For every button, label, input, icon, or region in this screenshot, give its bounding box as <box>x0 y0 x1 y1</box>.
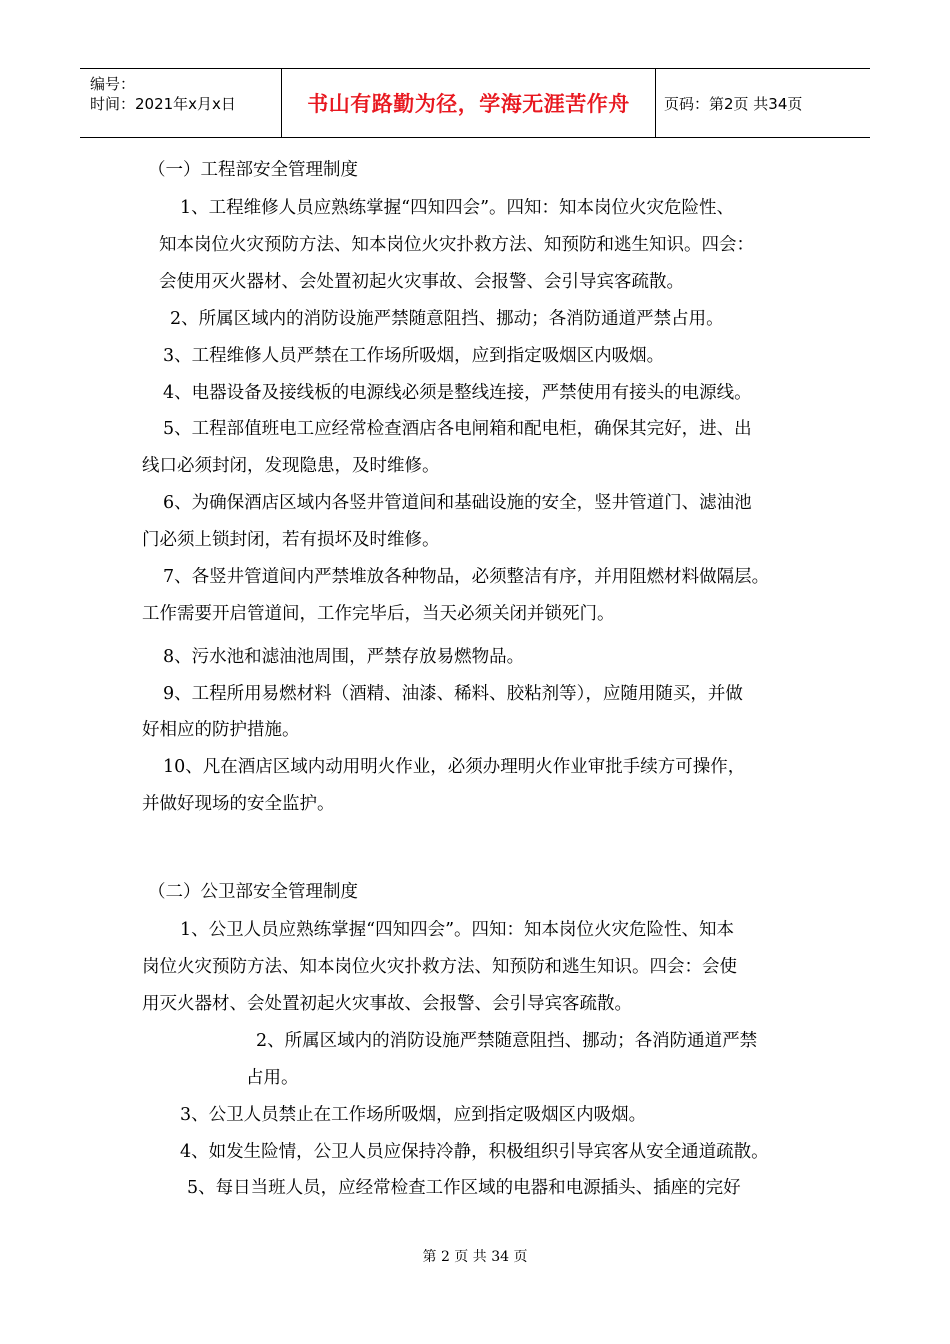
page-header <box>80 68 870 138</box>
motto-text: 书山有路勤为径，学海无涯苦作舟 <box>307 92 630 116</box>
page-footer: 第 2 页 共 34 页 <box>422 1249 528 1265</box>
number-label: 编号： <box>90 75 136 93</box>
section-1-title: （一）工程部安全管理制度 <box>148 160 358 180</box>
s2-p1-line2: 岗位火灾预防方法、知本岗位火灾扑救方法、知预防和逃生知识。四会：会使 <box>142 957 737 977</box>
s1-p9-line1: 9、工程所用易燃材料（酒精、油漆、稀料、胶粘剂等），应随用随买，并做 <box>163 684 743 704</box>
s1-p10-line1: 10、凡在酒店区域内动用明火作业，必须办理明火作业审批手续方可操作， <box>163 757 746 777</box>
s1-p6-line1: 6、为确保酒店区域内各竖井管道间和基础设施的安全，竖井管道门、滤油池 <box>163 493 752 513</box>
s1-p1-line1: 1、工程维修人员应熟练掌握“四知四会”。四知：知本岗位火灾危险性、 <box>180 198 735 218</box>
s1-p7-line2: 工作需要开启管道间，工作完毕后，当天必须关闭并锁死门。 <box>142 604 615 624</box>
s2-p3: 3、公卫人员禁止在工作场所吸烟，应到指定吸烟区内吸烟。 <box>180 1105 647 1125</box>
s1-p8: 8、污水池和滤油池周围，严禁存放易燃物品。 <box>163 647 525 667</box>
date-label: 时间：2021年x月x日 <box>90 95 236 113</box>
s1-p1-line3: 会使用灭火器材、会处置初起火灾事故、会报警、会引导宾客疏散。 <box>159 272 684 292</box>
s1-p5-line2: 线口必须封闭，发现隐患，及时维修。 <box>142 456 440 476</box>
s1-p10-line2: 并做好现场的安全监护。 <box>142 794 335 814</box>
header-page-info <box>656 69 870 137</box>
s2-p1-line1: 1、公卫人员应熟练掌握“四知四会”。四知：知本岗位火灾危险性、知本 <box>180 920 735 940</box>
s2-p4: 4、如发生险情，公卫人员应保持冷静，积极组织引导宾客从安全通道疏散。 <box>180 1142 769 1162</box>
s1-p2: 2、所属区域内的消防设施严禁随意阻挡、挪动；各消防通道严禁占用。 <box>170 309 724 329</box>
s2-p2-line1: 2、所属区域内的消防设施严禁随意阻挡、挪动；各消防通道严禁 <box>256 1031 758 1051</box>
s2-p2-line2: 占用。 <box>246 1068 299 1088</box>
s1-p7-line1: 7、各竖井管道间内严禁堆放各种物品，必须整洁有序，并用阻燃材料做隔层。 <box>163 567 770 587</box>
page-info-text: 页码：第2页 共34页 <box>664 94 803 113</box>
section-2-title: （二）公卫部安全管理制度 <box>148 882 358 902</box>
s1-p9-line2: 好相应的防护措施。 <box>142 720 300 740</box>
header-meta <box>80 69 282 137</box>
header-motto-cell <box>282 69 656 137</box>
s1-p4: 4、电器设备及接线板的电源线必须是整线连接，严禁使用有接头的电源线。 <box>163 383 752 403</box>
s2-p1-line3: 用灭火器材、会处置初起火灾事故、会报警、会引导宾客疏散。 <box>142 994 632 1014</box>
s1-p5-line1: 5、工程部值班电工应经常检查酒店各电闸箱和配电柜，确保其完好，进、出 <box>163 419 752 439</box>
s2-p5-line1: 5、每日当班人员，应经常检查工作区域的电器和电源插头、插座的完好 <box>187 1178 741 1198</box>
s1-p1-line2: 知本岗位火灾预防方法、知本岗位火灾扑救方法、知预防和逃生知识。四会： <box>159 235 754 255</box>
s1-p3: 3、工程维修人员严禁在工作场所吸烟，应到指定吸烟区内吸烟。 <box>163 346 665 366</box>
s1-p6-line2: 门必须上锁封闭，若有损坏及时维修。 <box>142 530 440 550</box>
